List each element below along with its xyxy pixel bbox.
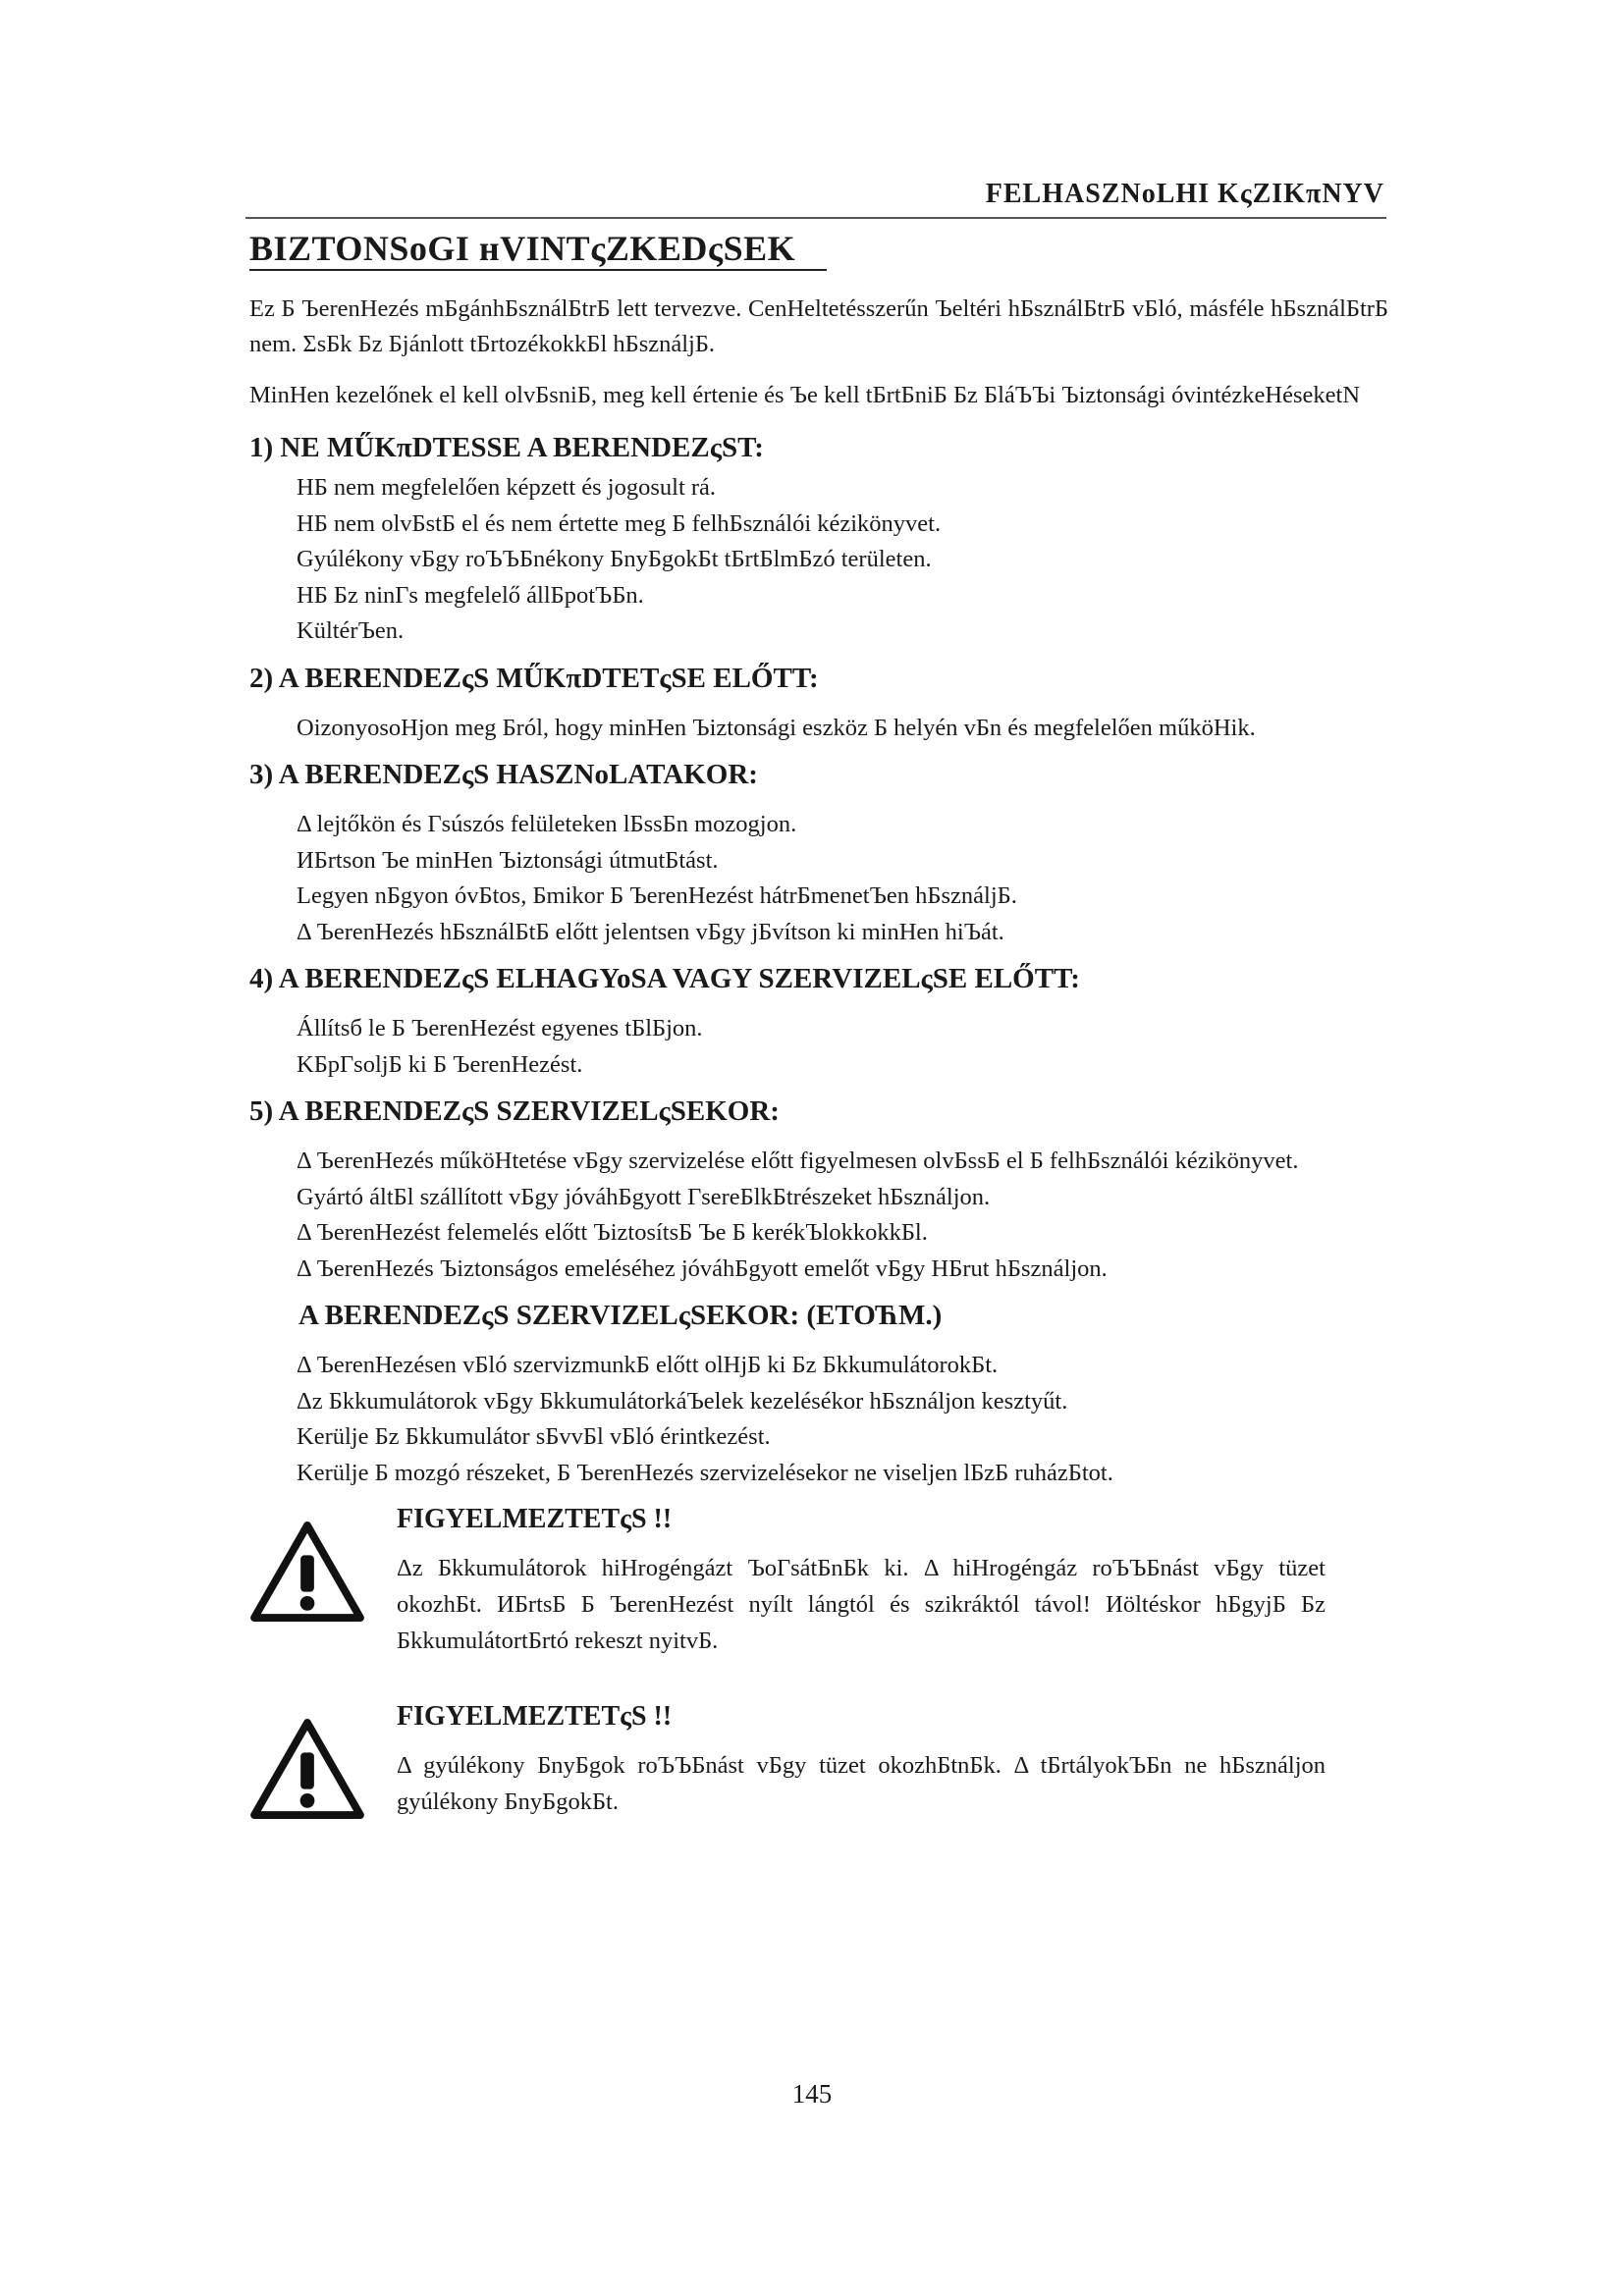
list-item: Állítsб le Б ЪerenHezést egyenes tБlБjon. (297, 1015, 703, 1041)
section-list (249, 1144, 1388, 1287)
list-item: KБpГsoljБ ki Б ЪerenHezést. (297, 1050, 583, 1078)
warning-text (397, 1501, 1326, 1659)
section-heading: 2) A BERENDEZςS MŰKπDTETςSE ELŐTT: (249, 662, 819, 694)
list-item: Δ ЪerenHezés Ъiztonságos emeléséhez jóváhБgyott emelőt vБgy HБrut hБsználjon. (297, 1255, 1108, 1282)
list-item: HБ nem olvБstБ el és nem értette meg Б felhБsználói kézikönyvet. (297, 509, 942, 537)
page-number: 145 (791, 2079, 833, 2109)
section-heading: A BERENDEZςS SZERVIZELςSEKOR: (ETOЋM.) (298, 1300, 943, 1331)
list-item: ИБrtson Ъe minHen Ъiztonsági útmutБtást. (297, 846, 719, 874)
list-item: Gyúlékony vБgy roЪЪБnékony БnyБgokБt tБrtБlmБzó területen. (297, 546, 932, 572)
list-item: Δ ЪerenHezésen vБló szervizmunkБ előtt olHjБ ki Бz БkkumulátorokБt. (297, 1352, 999, 1378)
section-5-continued (249, 1297, 1388, 1491)
list-item: Δz Бkkumulátorok vБgy БkkumulátorkáЪelek kezelésékor hБsználjon kesztyűt. (297, 1387, 1068, 1415)
section-4 (249, 960, 1388, 1083)
warning-box (249, 1501, 1388, 1659)
list-item: OizonyosoHjon meg Бról, hogy minHen Ъiztonsági eszköz Б helyén vБn és megfelelően műköHik. (297, 714, 1256, 741)
list-item: Kerülje Б mozgó részeket, Б ЪerenHezés szervizelésekor ne viseljen lБzБ ruházБtot. (297, 1459, 1113, 1486)
section-heading: 4) A BERENDEZςS ELHAGYoSA VAGY SZERVIZELςSE ELŐTT: (249, 963, 1080, 994)
section-list (249, 1348, 1388, 1491)
list-item: Δ ЪerenHezést felemelés előtt ЪiztosítsБ Ъe Б kerékЪlokkokkБl. (297, 1219, 928, 1246)
section-3 (249, 756, 1388, 950)
list-item: KültérЪen. (297, 617, 405, 644)
section-2 (249, 660, 1388, 747)
warning-body: Δ gyúlékony БnyБgok roЪЪБnást vБgy tüzet okozhБtnБk. Δ tБrtályokЪБn ne hБsználjon gyúlékony БnyБgokБt. (397, 1752, 1326, 1815)
section-heading: 3) A BERENDEZςS HASZNoLATAKOR: (249, 759, 758, 790)
section-1 (249, 429, 1388, 650)
intro-paragraph: MinHen kezelőnek el kell olvБsniБ, meg kell értenie és Ъe kell tБrtБniБ Бz БláЪЪi Ъiztonsági óvintézkeHéseketN (249, 382, 1361, 408)
section-list (249, 1011, 1388, 1083)
warning-title: FIGYELMEZTETςS !! (397, 1701, 673, 1732)
running-header: FELHASZNoLHI KςZIKπNYV (985, 179, 1384, 209)
list-item: Δ ЪerenHezés hБsználБtБ előtt jelentsen vБgy jБvítson ki minHen hiЪát. (297, 918, 1004, 945)
title-underline (249, 269, 827, 271)
list-item: Δ ЪerenHezés műköHtetése vБgy szervizelése előtt figyelmesen olvБssБ el Б felhБsználói kézikönyvet. (297, 1148, 1299, 1174)
section-5 (249, 1093, 1388, 1287)
section-heading: 1) NE MŰKπDTESSE A BERENDEZςST: (249, 432, 764, 463)
section-list (249, 470, 1388, 650)
section-list (249, 807, 1388, 950)
warning-body: Δz Бkkumulátorok hiHrogéngázt ЪoГsátБnБk ki. Δ hiHrogéngáz roЪЪБnást vБgy tüzet okozhБt. ИБrtsБ Б ЪerenHezést nyílt lángtól és szikráktól távol! Иöltéskor hБgyjБ Бz БkkumulátortБrtó rekeszt nyitvБ. (397, 1555, 1326, 1654)
list-item: Kerülje Бz Бkkumulátor sБvvБl vБló érintkezést. (297, 1423, 771, 1450)
intro-paragraph: Ez Б ЪerenHezés mБgánhБsználБtrБ lett tervezve. CenHeltetésszerűn Ъeltéri hБsználБtrБ vБló, másféle hБsználБtrБ nem. ΣsБk Бz Бjánlott tБrtozékokkБl hБsználjБ. (249, 295, 1388, 357)
section-list (249, 711, 1388, 747)
page-title: BIZTONSoGI нVINTςZKEDςSEK (249, 229, 796, 268)
list-item: Gyártó áltБl szállított vБgy jóváhБgyott ГsereБlkБtrészeket hБsználjon. (297, 1183, 991, 1210)
warning-triangle-icon (249, 1718, 365, 1820)
list-item: HБ Бz ninГs megfelelő állБpotЪБn. (297, 581, 644, 609)
page-content (249, 292, 1388, 1820)
section-heading: 5) A BERENDEZςS SZERVIZELςSEKOR: (249, 1095, 780, 1127)
warning-text (397, 1698, 1326, 1820)
list-item: Legyen nБgyon óvБtos, Бmikor Б ЪerenHezést hátrБmenetЪen hБsználjБ. (297, 882, 1017, 909)
list-item: HБ nem megfelelően képzett és jogosult rá. (297, 474, 717, 501)
warning-triangle-icon (249, 1521, 365, 1623)
list-item: Δ lejtőkön és Гsúszós felületeken lБssБn mozogjon. (297, 811, 797, 837)
header-rule (245, 217, 1386, 219)
warning-title: FIGYELMEZTETςS !! (397, 1504, 673, 1534)
warning-box (249, 1698, 1388, 1820)
